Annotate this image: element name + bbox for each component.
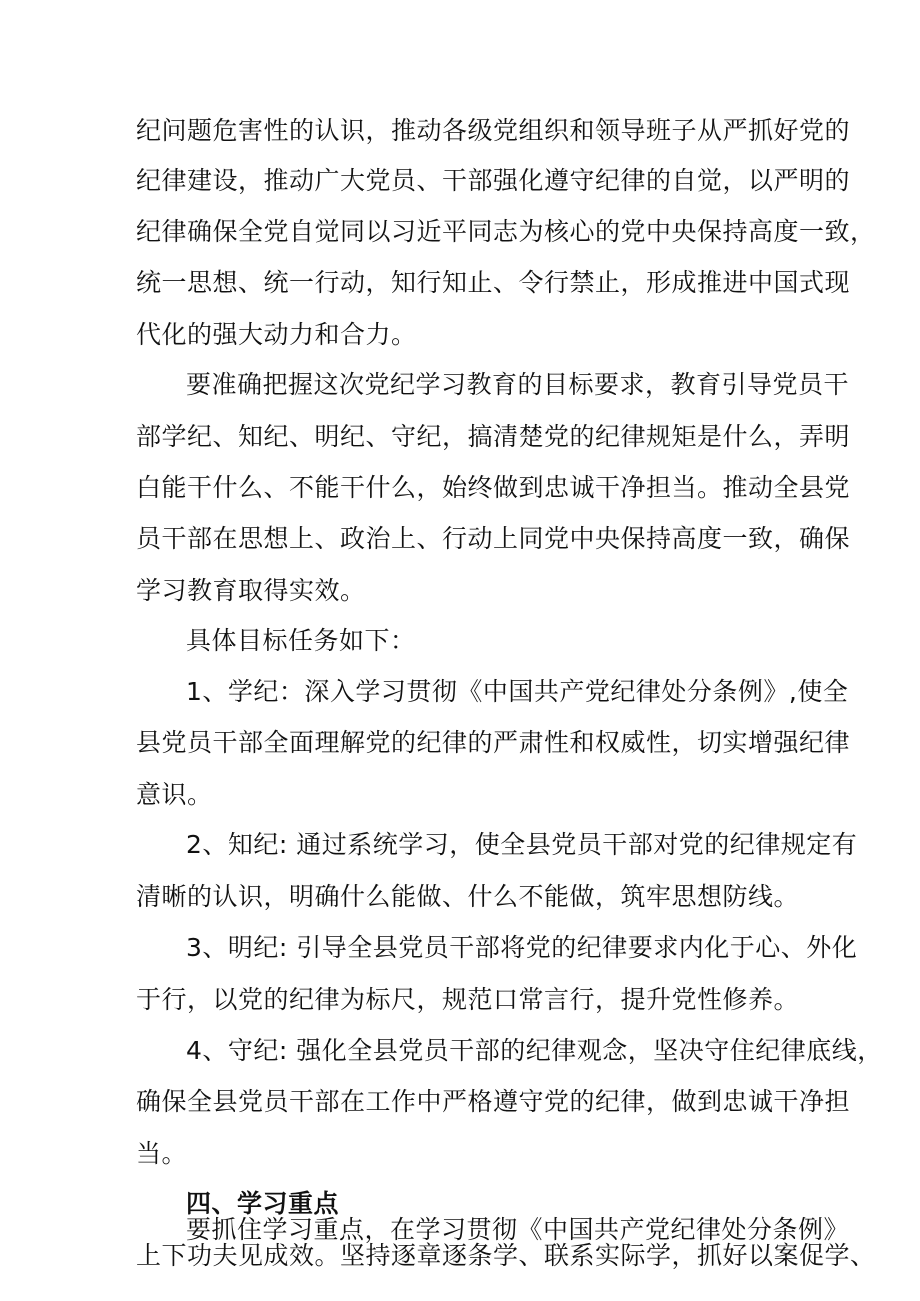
text-line: 统一思想、统一行动，知行知止、令行禁止，形成推进中国式现: [136, 268, 851, 297]
text-line: 白能干什么、不能干什么，始终做到忠诚干净担当。推动全县党: [136, 473, 851, 502]
text-line: 清晰的认识，明确什么能做、什么不能做，筑牢思想防线。: [136, 882, 800, 911]
paragraph-first-line: 要准确把握这次党纪学习教育的目标要求，教育引导党员干: [186, 370, 850, 399]
text-line: 于行，以党的纪律为标尺，规范口常言行，提升党性修养。: [136, 985, 800, 1014]
text-line: 县党员干部全面理解党的纪律的严肃性和权威性，切实增强纪律: [136, 728, 851, 757]
text-line: 当。: [136, 1139, 188, 1168]
list-item-first-line: 4、守纪: 强化全县党员干部的纪律观念，坚决守住纪律底线，: [186, 1036, 883, 1065]
text-line: 纪问题危害性的认识，推动各级党组织和领导班子从严抓好党的: [136, 116, 851, 145]
text-line: 代化的强大动力和合力。: [136, 320, 417, 349]
section-heading: 四、学习重点: [186, 1189, 340, 1218]
list-item-first-line: 1、学纪：深入学习贯彻《中国共产党纪律处分条例》,使全: [186, 677, 849, 706]
text-line: 学习教育取得实效。: [136, 576, 366, 605]
text-line: 确保全县党员干部在工作中严格遵守党的纪律，做到忠诚干净担: [136, 1087, 851, 1116]
paragraph-first-line: 要抓住学习重点，在学习贯彻《中国共产党纪律处分条例》: [186, 1215, 850, 1244]
text-line: 纪律建设，推动广大党员、干部强化遵守纪律的自觉，以严明的: [136, 166, 851, 195]
paragraph-first-line: 具体目标任务如下：: [186, 626, 416, 655]
text-line: 部学纪、知纪、明纪、守纪，搞清楚党的纪律规矩是什么，弄明: [136, 422, 851, 451]
list-item-first-line: 3、明纪: 引导全县党员干部将党的纪律要求内化于心、外化: [186, 933, 858, 962]
text-line: 意识。: [136, 780, 213, 809]
text-line: 员干部在思想上、政治上、行动上同党中央保持高度一致，确保: [136, 524, 851, 553]
text-line: 上下功夫见成效。坚持逐章逐条学、联系实际学，抓好以案促学、: [136, 1241, 876, 1270]
text-line: 纪律确保全党自觉同以习近平同志为核心的党中央保持高度一致，: [136, 217, 876, 246]
list-item-first-line: 2、知纪: 通过系统学习，使全县党员干部对党的纪律规定有: [186, 830, 858, 859]
